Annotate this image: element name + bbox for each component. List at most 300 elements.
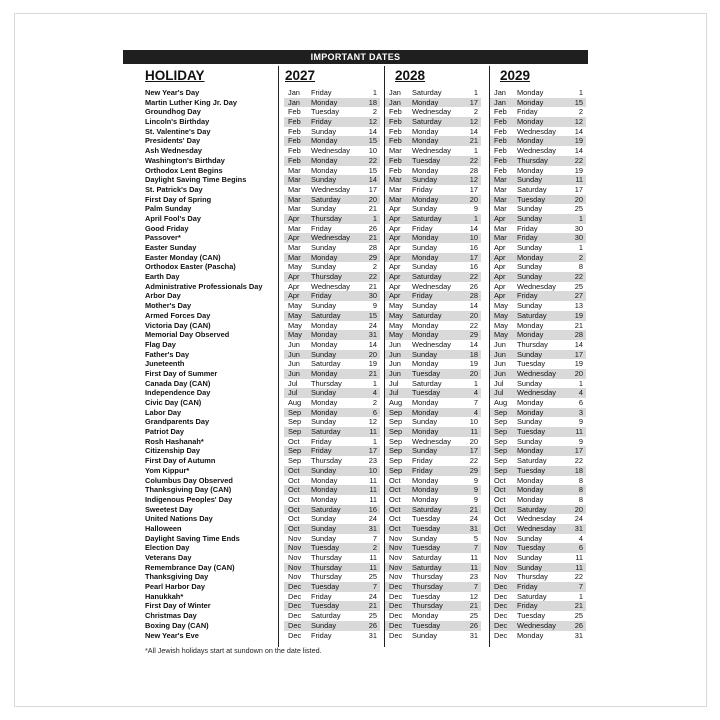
table-row [145,175,588,185]
weekday-cell: Monday [517,446,544,456]
holiday-name: Election Day [145,543,190,553]
month-cell: Jun [494,368,506,378]
month-cell: Jul [288,388,298,398]
month-cell: Nov [389,572,403,582]
weekday-cell: Saturday [311,310,341,320]
day-number-cell: 22 [469,155,478,165]
month-cell: Feb [288,126,301,136]
weekday-cell: Monday [517,398,544,407]
day-number-cell: 24 [368,591,377,601]
weekday-cell: Friday [517,601,538,611]
month-cell: May [389,330,403,340]
weekday-cell: Friday [311,88,332,97]
table-row [145,427,588,437]
month-cell: Mar [494,204,507,214]
day-number-cell: 17 [574,349,583,359]
day-number-cell: 20 [574,504,583,514]
table-row [145,611,588,621]
holiday-name: Arbor Day [145,291,181,301]
day-number-cell: 13 [574,301,583,311]
month-cell: Jul [389,388,399,398]
table-row [145,243,588,253]
holiday-name: Earth Day [145,272,180,282]
weekday-cell: Sunday [517,301,543,311]
holiday-name: St. Patrick's Day [145,184,203,194]
weekday-cell: Friday [412,456,433,466]
day-number-cell: 12 [368,417,377,427]
day-number-cell: 7 [473,543,478,553]
day-number-cell: 10 [469,417,478,427]
weekday-cell: Sunday [311,388,337,398]
holiday-name: Patriot Day [145,427,185,437]
month-cell: Apr [389,243,401,252]
day-number-cell: 5 [473,533,478,543]
day-number-cell: 21 [368,601,377,611]
month-cell: Nov [494,553,508,562]
weekday-cell: Wednesday [517,146,556,156]
month-cell: Apr [288,233,300,243]
month-cell: Jun [494,359,506,369]
weekday-cell: Friday [517,107,538,117]
table-row [145,408,588,418]
weekday-cell: Monday [412,359,439,369]
weekday-cell: Wednesday [311,184,350,194]
table-row [145,136,588,146]
weekday-cell: Saturday [311,359,341,369]
weekday-cell: Friday [412,184,433,194]
month-cell: Aug [389,398,403,407]
month-cell: May [494,301,508,311]
day-number-cell: 1 [578,378,583,388]
weekday-cell: Sunday [412,417,438,427]
day-number-cell: 14 [574,126,583,136]
day-number-cell: 16 [469,262,478,272]
month-cell: Feb [288,155,301,165]
day-number-cell: 9 [473,204,478,214]
month-cell: May [389,320,403,330]
month-cell: Oct [288,436,300,446]
weekday-cell: Sunday [412,175,438,185]
month-cell: May [389,301,403,311]
month-cell: Sep [389,417,403,427]
table-row [145,437,588,447]
weekday-cell: Thursday [311,562,342,572]
holiday-name: First Day of Spring [145,194,212,204]
holiday-header: HOLIDAY [145,68,205,83]
day-number-cell: 26 [469,281,478,291]
weekday-cell: Saturday [517,184,547,194]
month-cell: Oct [288,504,300,514]
month-cell: Sep [494,427,508,437]
day-number-cell: 28 [469,291,478,301]
holiday-name: Daylight Saving Time Begins [145,175,247,185]
weekday-cell: Monday [311,368,338,378]
day-number-cell: 21 [368,281,377,291]
holiday-name: Canada Day (CAN) [145,378,211,388]
month-cell: May [288,320,302,330]
day-number-cell: 11 [575,562,583,572]
weekday-cell: Friday [517,233,538,243]
weekday-cell: Monday [311,339,338,349]
month-cell: Sep [494,456,508,466]
weekday-cell: Wednesday [412,339,451,349]
day-number-cell: 15 [574,97,583,107]
day-number-cell: 4 [372,388,377,398]
weekday-cell: Monday [517,136,544,146]
day-number-cell: 11 [369,475,377,485]
month-cell: Apr [288,272,300,282]
day-number-cell: 12 [574,117,583,127]
day-number-cell: 21 [574,601,583,611]
month-cell: Feb [389,165,402,175]
day-number-cell: 21 [469,601,478,611]
table-row [145,321,588,331]
weekday-cell: Friday [517,291,538,301]
table-row [145,514,588,524]
table-row [145,330,588,340]
day-number-cell: 9 [578,417,583,427]
table-row [145,398,588,408]
day-number-cell: 2 [578,252,583,262]
weekday-cell: Thursday [311,272,342,282]
month-cell: Feb [494,165,507,175]
weekday-cell: Saturday [517,456,547,466]
day-number-cell: 14 [368,339,377,349]
day-number-cell: 22 [368,155,377,165]
month-cell: Oct [494,514,506,524]
weekday-cell: Sunday [412,446,438,456]
month-cell: Nov [494,562,508,572]
day-number-cell: 28 [469,165,478,175]
month-cell: Oct [389,504,401,514]
day-number-cell: 14 [469,301,478,311]
day-number-cell: 24 [368,320,377,330]
month-cell: Mar [389,175,402,185]
holiday-name: United Nations Day [145,514,213,524]
month-cell: Dec [494,582,508,592]
month-cell: Oct [494,523,506,533]
month-cell: Mar [288,184,301,194]
table-row [145,88,588,98]
month-cell: Nov [288,572,302,582]
weekday-cell: Wednesday [517,388,556,398]
month-cell: Mar [494,175,507,185]
weekday-cell: Thursday [311,553,342,562]
holiday-name: Ash Wednesday [145,146,202,156]
day-number-cell: 19 [574,136,583,146]
holiday-name: Yom Kippur* [145,465,190,475]
day-number-cell: 10 [368,146,377,156]
holiday-name: Thanksgiving Day [145,572,209,582]
day-number-cell: 19 [368,359,377,369]
weekday-cell: Thursday [517,339,548,349]
holiday-name: Easter Sunday [145,243,197,252]
month-cell: Feb [389,107,402,117]
month-cell: Feb [494,155,507,165]
table-row [145,350,588,360]
month-cell: Apr [389,223,401,233]
day-number-cell: 17 [574,446,583,456]
month-cell: Sep [389,446,403,456]
day-number-cell: 1 [372,436,377,446]
month-cell: Feb [494,117,507,127]
weekday-cell: Sunday [311,301,337,311]
month-cell: Nov [389,562,403,572]
weekday-cell: Sunday [517,204,543,214]
holiday-name: Palm Sunday [145,204,192,214]
holiday-name: Independence Day [145,388,211,398]
day-number-cell: 9 [473,475,478,485]
weekday-cell: Sunday [311,620,337,630]
weekday-cell: Tuesday [517,194,546,204]
month-cell: Dec [288,630,302,640]
month-cell: Jan [494,97,506,107]
month-cell: Feb [288,117,301,127]
month-cell: Sep [288,427,302,437]
day-number-cell: 9 [578,436,583,446]
day-number-cell: 25 [574,281,583,291]
month-cell: Jul [389,378,399,388]
month-cell: Apr [389,233,401,243]
weekday-cell: Sunday [311,262,337,272]
month-cell: Jun [288,368,300,378]
month-cell: Feb [494,126,507,136]
weekday-cell: Tuesday [412,368,441,378]
holiday-name: Orthodox Lent Begins [145,165,223,175]
table-row [145,631,588,641]
weekday-cell: Monday [412,194,439,204]
weekday-cell: Saturday [412,378,442,388]
day-number-cell: 29 [469,465,478,475]
weekday-cell: Monday [517,494,544,504]
month-cell: Jan [288,88,300,97]
holiday-name: Good Friday [145,223,189,233]
month-cell: Sep [494,465,508,475]
weekday-cell: Sunday [412,630,438,640]
month-cell: Apr [288,281,300,291]
day-number-cell: 21 [469,504,478,514]
month-cell: Apr [494,213,506,223]
day-number-cell: 8 [578,494,583,504]
day-number-cell: 2 [372,543,377,553]
month-cell: Feb [389,136,402,146]
month-cell: Nov [288,543,302,553]
weekday-cell: Monday [311,252,338,262]
day-number-cell: 20 [574,194,583,204]
month-cell: Dec [494,630,508,640]
day-number-cell: 4 [473,407,478,417]
day-number-cell: 7 [473,398,478,407]
weekday-cell: Friday [311,117,332,127]
day-number-cell: 25 [368,572,377,582]
day-number-cell: 12 [469,117,478,127]
weekday-cell: Saturday [517,591,547,601]
month-cell: Mar [494,194,507,204]
day-number-cell: 22 [368,272,377,282]
day-number-cell: 15 [368,136,377,146]
weekday-cell: Saturday [412,117,442,127]
weekday-cell: Sunday [311,204,337,214]
weekday-cell: Saturday [412,553,442,562]
day-number-cell: 8 [578,475,583,485]
table-row [145,563,588,573]
day-number-cell: 10 [368,465,377,475]
day-number-cell: 24 [368,514,377,524]
holiday-name: Daylight Saving Time Ends [145,533,240,543]
month-cell: Feb [389,117,402,127]
weekday-cell: Monday [412,611,439,621]
weekday-cell: Wednesday [311,281,350,291]
table-row [145,592,588,602]
weekday-cell: Monday [311,407,338,417]
month-cell: Aug [288,398,302,407]
weekday-cell: Wednesday [311,146,350,156]
day-number-cell: 29 [368,252,377,262]
table-row [145,233,588,243]
month-cell: Nov [288,533,302,543]
table-row [145,476,588,486]
month-cell: Mar [288,204,301,214]
day-number-cell: 20 [469,368,478,378]
weekday-cell: Saturday [311,194,341,204]
day-number-cell: 3 [578,407,583,417]
weekday-cell: Saturday [412,88,442,97]
holiday-name: Father's Day [145,349,190,359]
weekday-cell: Tuesday [412,523,441,533]
day-number-cell: 24 [574,514,583,524]
weekday-cell: Sunday [517,436,543,446]
weekday-cell: Tuesday [412,155,441,165]
month-cell: Apr [494,252,506,262]
table-row [145,582,588,592]
holiday-name: Hanukkah* [145,591,184,601]
holiday-name: First Day of Winter [145,601,211,611]
month-cell: Jun [389,368,401,378]
weekday-cell: Saturday [412,213,442,223]
weekday-cell: Sunday [311,523,337,533]
table-row [145,253,588,263]
day-number-cell: 12 [368,117,377,127]
month-cell: Jul [494,388,504,398]
day-number-cell: 9 [372,301,377,311]
day-number-cell: 12 [469,591,478,601]
day-number-cell: 1 [372,378,377,388]
month-cell: Dec [288,591,302,601]
important-dates-banner: IMPORTANT DATES [123,50,588,64]
weekday-cell: Friday [412,465,433,475]
month-cell: Nov [288,562,302,572]
day-number-cell: 1 [473,146,478,156]
day-number-cell: 20 [368,349,377,359]
month-cell: Mar [389,146,402,156]
month-cell: May [288,301,302,311]
table-row [145,379,588,389]
day-number-cell: 2 [372,107,377,117]
holiday-name: Grandparents Day [145,417,210,427]
month-cell: May [288,330,302,340]
weekday-cell: Sunday [517,213,543,223]
month-cell: Nov [494,572,508,582]
weekday-cell: Sunday [311,417,337,427]
weekday-cell: Thursday [412,572,443,582]
day-number-cell: 11 [575,175,583,185]
weekday-cell: Monday [517,475,544,485]
table-row [145,195,588,205]
day-number-cell: 14 [469,223,478,233]
holiday-name: Sweetest Day [145,504,193,514]
day-number-cell: 17 [574,184,583,194]
weekday-cell: Tuesday [311,601,340,611]
weekday-cell: Wednesday [517,523,556,533]
table-row [145,224,588,234]
month-cell: Oct [389,523,401,533]
weekday-cell: Tuesday [517,427,546,437]
month-cell: Feb [494,107,507,117]
weekday-cell: Friday [311,630,332,640]
day-number-cell: 25 [469,611,478,621]
month-cell: Apr [494,281,506,291]
table-row [145,466,588,476]
table-row [145,262,588,272]
day-number-cell: 26 [469,620,478,630]
weekday-cell: Wednesday [412,436,451,446]
day-number-cell: 19 [574,165,583,175]
day-number-cell: 7 [473,582,478,592]
day-number-cell: 8 [578,262,583,272]
weekday-cell: Friday [311,291,332,301]
month-cell: Feb [288,136,301,146]
month-cell: Oct [288,475,300,485]
footnote: *All Jewish holidays start at sundown on the date listed. [145,646,322,655]
weekday-cell: Wednesday [311,233,350,243]
weekday-cell: Tuesday [517,465,546,475]
month-cell: Mar [288,194,301,204]
day-number-cell: 21 [368,233,377,243]
day-number-cell: 9 [473,494,478,504]
weekday-cell: Monday [517,407,544,417]
weekday-cell: Monday [311,485,338,495]
month-cell: Dec [288,611,302,621]
month-cell: Apr [288,213,300,223]
month-cell: May [494,310,508,320]
table-row [145,553,588,563]
day-number-cell: 29 [469,330,478,340]
holiday-name: Orthodox Easter (Pascha) [145,262,236,272]
weekday-cell: Thursday [517,572,548,582]
day-number-cell: 31 [469,630,478,640]
month-cell: Dec [389,582,403,592]
day-number-cell: 14 [368,126,377,136]
month-cell: Apr [389,291,401,301]
holiday-name: Christmas Day [145,611,197,621]
day-number-cell: 2 [578,107,583,117]
holiday-name: Halloween [145,523,182,533]
month-cell: Feb [389,155,402,165]
holiday-name: Lincoln's Birthday [145,117,210,127]
day-number-cell: 26 [574,620,583,630]
table-row [145,621,588,631]
weekday-cell: Sunday [311,126,337,136]
month-cell: Oct [288,485,300,495]
table-row [145,156,588,166]
month-cell: Oct [494,504,506,514]
table-row [145,543,588,553]
day-number-cell: 30 [574,223,583,233]
month-cell: Feb [494,136,507,146]
month-cell: Mar [288,223,301,233]
day-number-cell: 7 [372,582,377,592]
table-row [145,311,588,321]
